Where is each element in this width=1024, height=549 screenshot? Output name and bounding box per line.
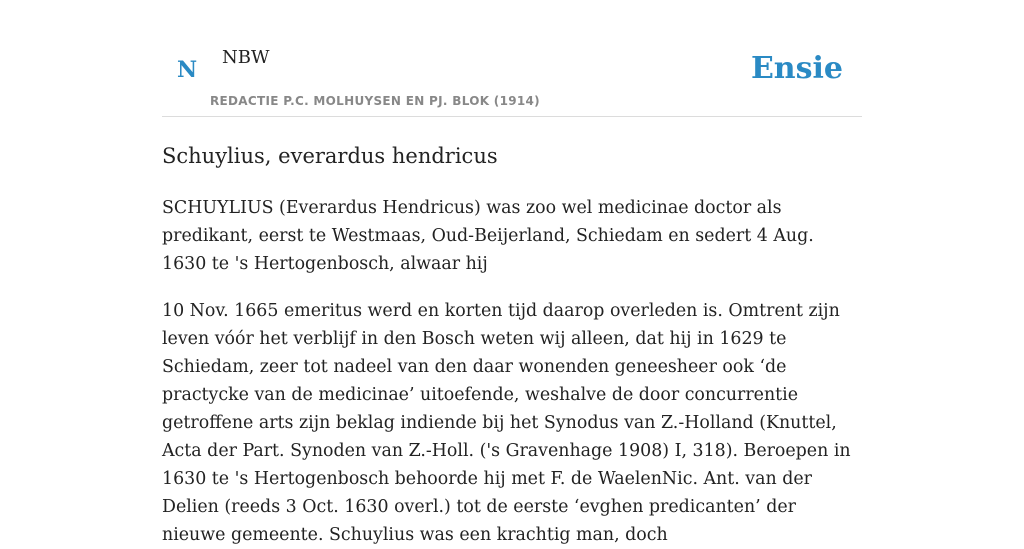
article-paragraph: 10 Nov. 1665 emeritus werd en korten tijd daarop overleden is. Omtrent zijn leven vóór het verblijf in den Bosch weten wij alleen, dat hij in 1629 te Schiedam, zeer tot nadeel van den daar wonenden geneesheer ook ‘de practycke van de medicinae’ uitoefende, weshalve de door concurrentie getroffene arts zijn beklag indiende bij het Synodus van Z.-Holland (Knuttel, Acta der Part. Synoden van Z.-Holl. ('s Gravenhage 1908) I, 318). Beroepen in 1630 te 's Hertogenbosch behoorde hij met F. de WaelenNic. Ant. van der Delien (reeds 3 Oct. 1630 overl.) tot de eerste ‘evghen predicanten’ der nieuwe gemeente. Schuylius was een krachtig man, doch [162, 301, 851, 545]
ensie-logo[interactable]: Ensie [750, 51, 843, 86]
article-title: Schuylius, everardus hendricus [162, 144, 498, 168]
source-title[interactable]: NBW [222, 47, 270, 68]
article-page [162, 0, 862, 545]
source-editors: REDACTIE P.C. MOLHUYSEN EN PJ. BLOK (1914) [210, 94, 540, 108]
source-header [162, 0, 862, 117]
source-logo-icon: N [177, 57, 198, 83]
article-paragraph: SCHUYLIUS (Everardus Hendricus) was zoo wel medicinae doctor als predikant, eerst te Westmaas, Oud-Beijerland, Schiedam en sedert 4 Aug. 1630 te 's Hertogenbosch, alwaar hij [162, 198, 814, 274]
